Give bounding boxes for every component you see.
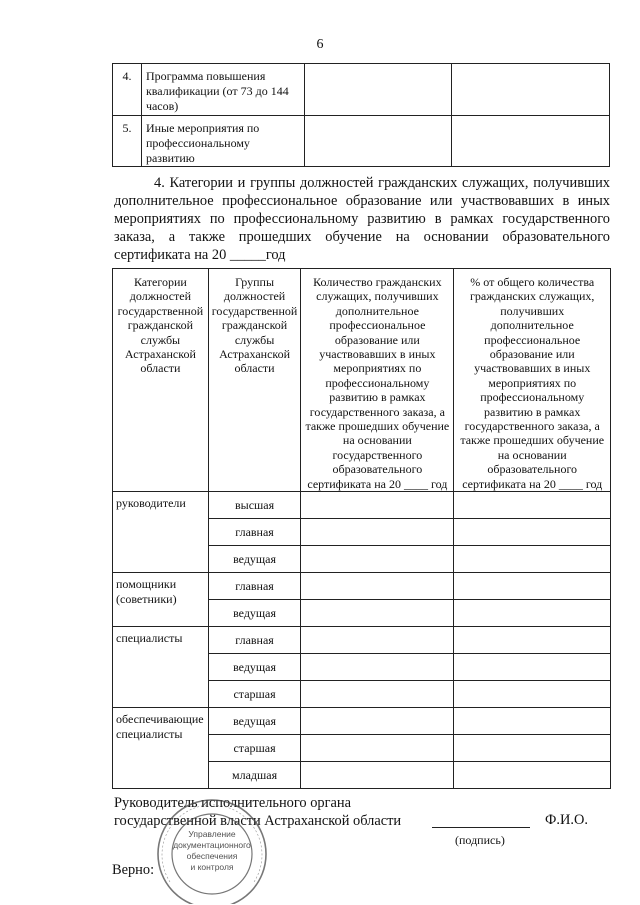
empty-cell — [454, 762, 611, 789]
empty-cell — [452, 116, 610, 167]
official-stamp — [146, 792, 278, 904]
empty-cell — [454, 708, 611, 735]
table-row — [113, 492, 611, 519]
table-row — [113, 64, 610, 116]
category-cell: помощники (советники) — [113, 573, 209, 627]
row-number: 5. — [113, 116, 142, 167]
empty-cell — [301, 600, 454, 627]
empty-cell — [301, 735, 454, 762]
empty-cell — [304, 116, 452, 167]
svg-text:Управление: Управление — [188, 829, 236, 839]
header-groups: Группы должностей государственной гражданской службы Астраханской области — [208, 269, 301, 492]
empty-cell — [301, 546, 454, 573]
empty-cell — [454, 519, 611, 546]
signature-title-line2: государственной власти Астраханской области — [114, 813, 402, 829]
group-cell: старшая — [208, 681, 301, 708]
row-number: 4. — [113, 64, 142, 116]
row-description: Иные мероприятия по профессиональному развитию — [141, 116, 304, 167]
empty-cell — [301, 573, 454, 600]
empty-cell — [454, 654, 611, 681]
svg-text:документационного: документационного — [173, 840, 251, 850]
main-table — [112, 268, 611, 789]
empty-cell — [301, 492, 454, 519]
empty-cell — [301, 654, 454, 681]
signature-line — [432, 827, 530, 828]
group-cell: ведущая — [208, 600, 301, 627]
group-cell: высшая — [208, 492, 301, 519]
empty-cell — [301, 519, 454, 546]
header-percent: % от общего количества гражданских служащих, получивших дополнительное профессиональное образование или участвовавших в иных мероприятиях по профессиональному развитию в рамках государственного заказа, а также прошедших обучение на основании образовательного сертификата на 20 ____ год — [454, 269, 611, 492]
header-row — [113, 269, 611, 492]
empty-cell — [452, 64, 610, 116]
empty-cell — [454, 573, 611, 600]
table-row — [113, 116, 610, 167]
empty-cell — [454, 681, 611, 708]
group-cell: главная — [208, 519, 301, 546]
empty-cell — [454, 735, 611, 762]
empty-cell — [301, 762, 454, 789]
svg-text:обеспечения: обеспечения — [186, 851, 238, 861]
group-cell: главная — [208, 627, 301, 654]
empty-cell — [301, 708, 454, 735]
signature-caption: (подпись) — [455, 833, 505, 847]
header-count: Количество гражданских служащих, получивших дополнительное профессиональное образование или участвовавших в иных мероприятиях по профессиональному развитию в рамках государственного заказа, а также прошедших обучение на основании государственного образовательного сертификата на 20 ____ год — [301, 269, 454, 492]
page-number: 6 — [316, 37, 324, 52]
empty-cell — [454, 600, 611, 627]
signatory-name: Ф.И.О. — [545, 812, 588, 828]
signature-title-line1: Руководитель исполнительного органа — [114, 795, 351, 811]
table-row — [113, 573, 611, 600]
header-categories: Категории должностей государственной гражданской службы Астраханской области — [113, 269, 209, 492]
group-cell: главная — [208, 573, 301, 600]
table-row — [113, 708, 611, 735]
svg-text:и контроля: и контроля — [190, 862, 234, 872]
empty-cell — [301, 681, 454, 708]
table-row — [113, 627, 611, 654]
group-cell: ведущая — [208, 708, 301, 735]
group-cell: ведущая — [208, 654, 301, 681]
empty-cell — [454, 627, 611, 654]
category-cell: руководители — [113, 492, 209, 573]
verno-label: Верно: — [112, 862, 155, 878]
group-cell: старшая — [208, 735, 301, 762]
empty-cell — [454, 492, 611, 519]
section-paragraph: 4. Категории и группы должностей гражданских служащих, получивших дополнительное профессиональное образование или участвовавших в иных мероприятиях по профессиональному развитию в рамках государственного заказа, а также прошедших обучение на основании образовательного сертификата на 20 _____год — [114, 175, 610, 263]
category-cell: специалисты — [113, 627, 209, 708]
category-cell: обеспечивающие специалисты — [113, 708, 209, 789]
row-description: Программа повышения квалификации (от 73 до 144 часов) — [141, 64, 304, 116]
empty-cell — [301, 627, 454, 654]
group-cell: младшая — [208, 762, 301, 789]
empty-cell — [304, 64, 452, 116]
group-cell: ведущая — [208, 546, 301, 573]
empty-cell — [454, 546, 611, 573]
top-table — [112, 63, 610, 167]
